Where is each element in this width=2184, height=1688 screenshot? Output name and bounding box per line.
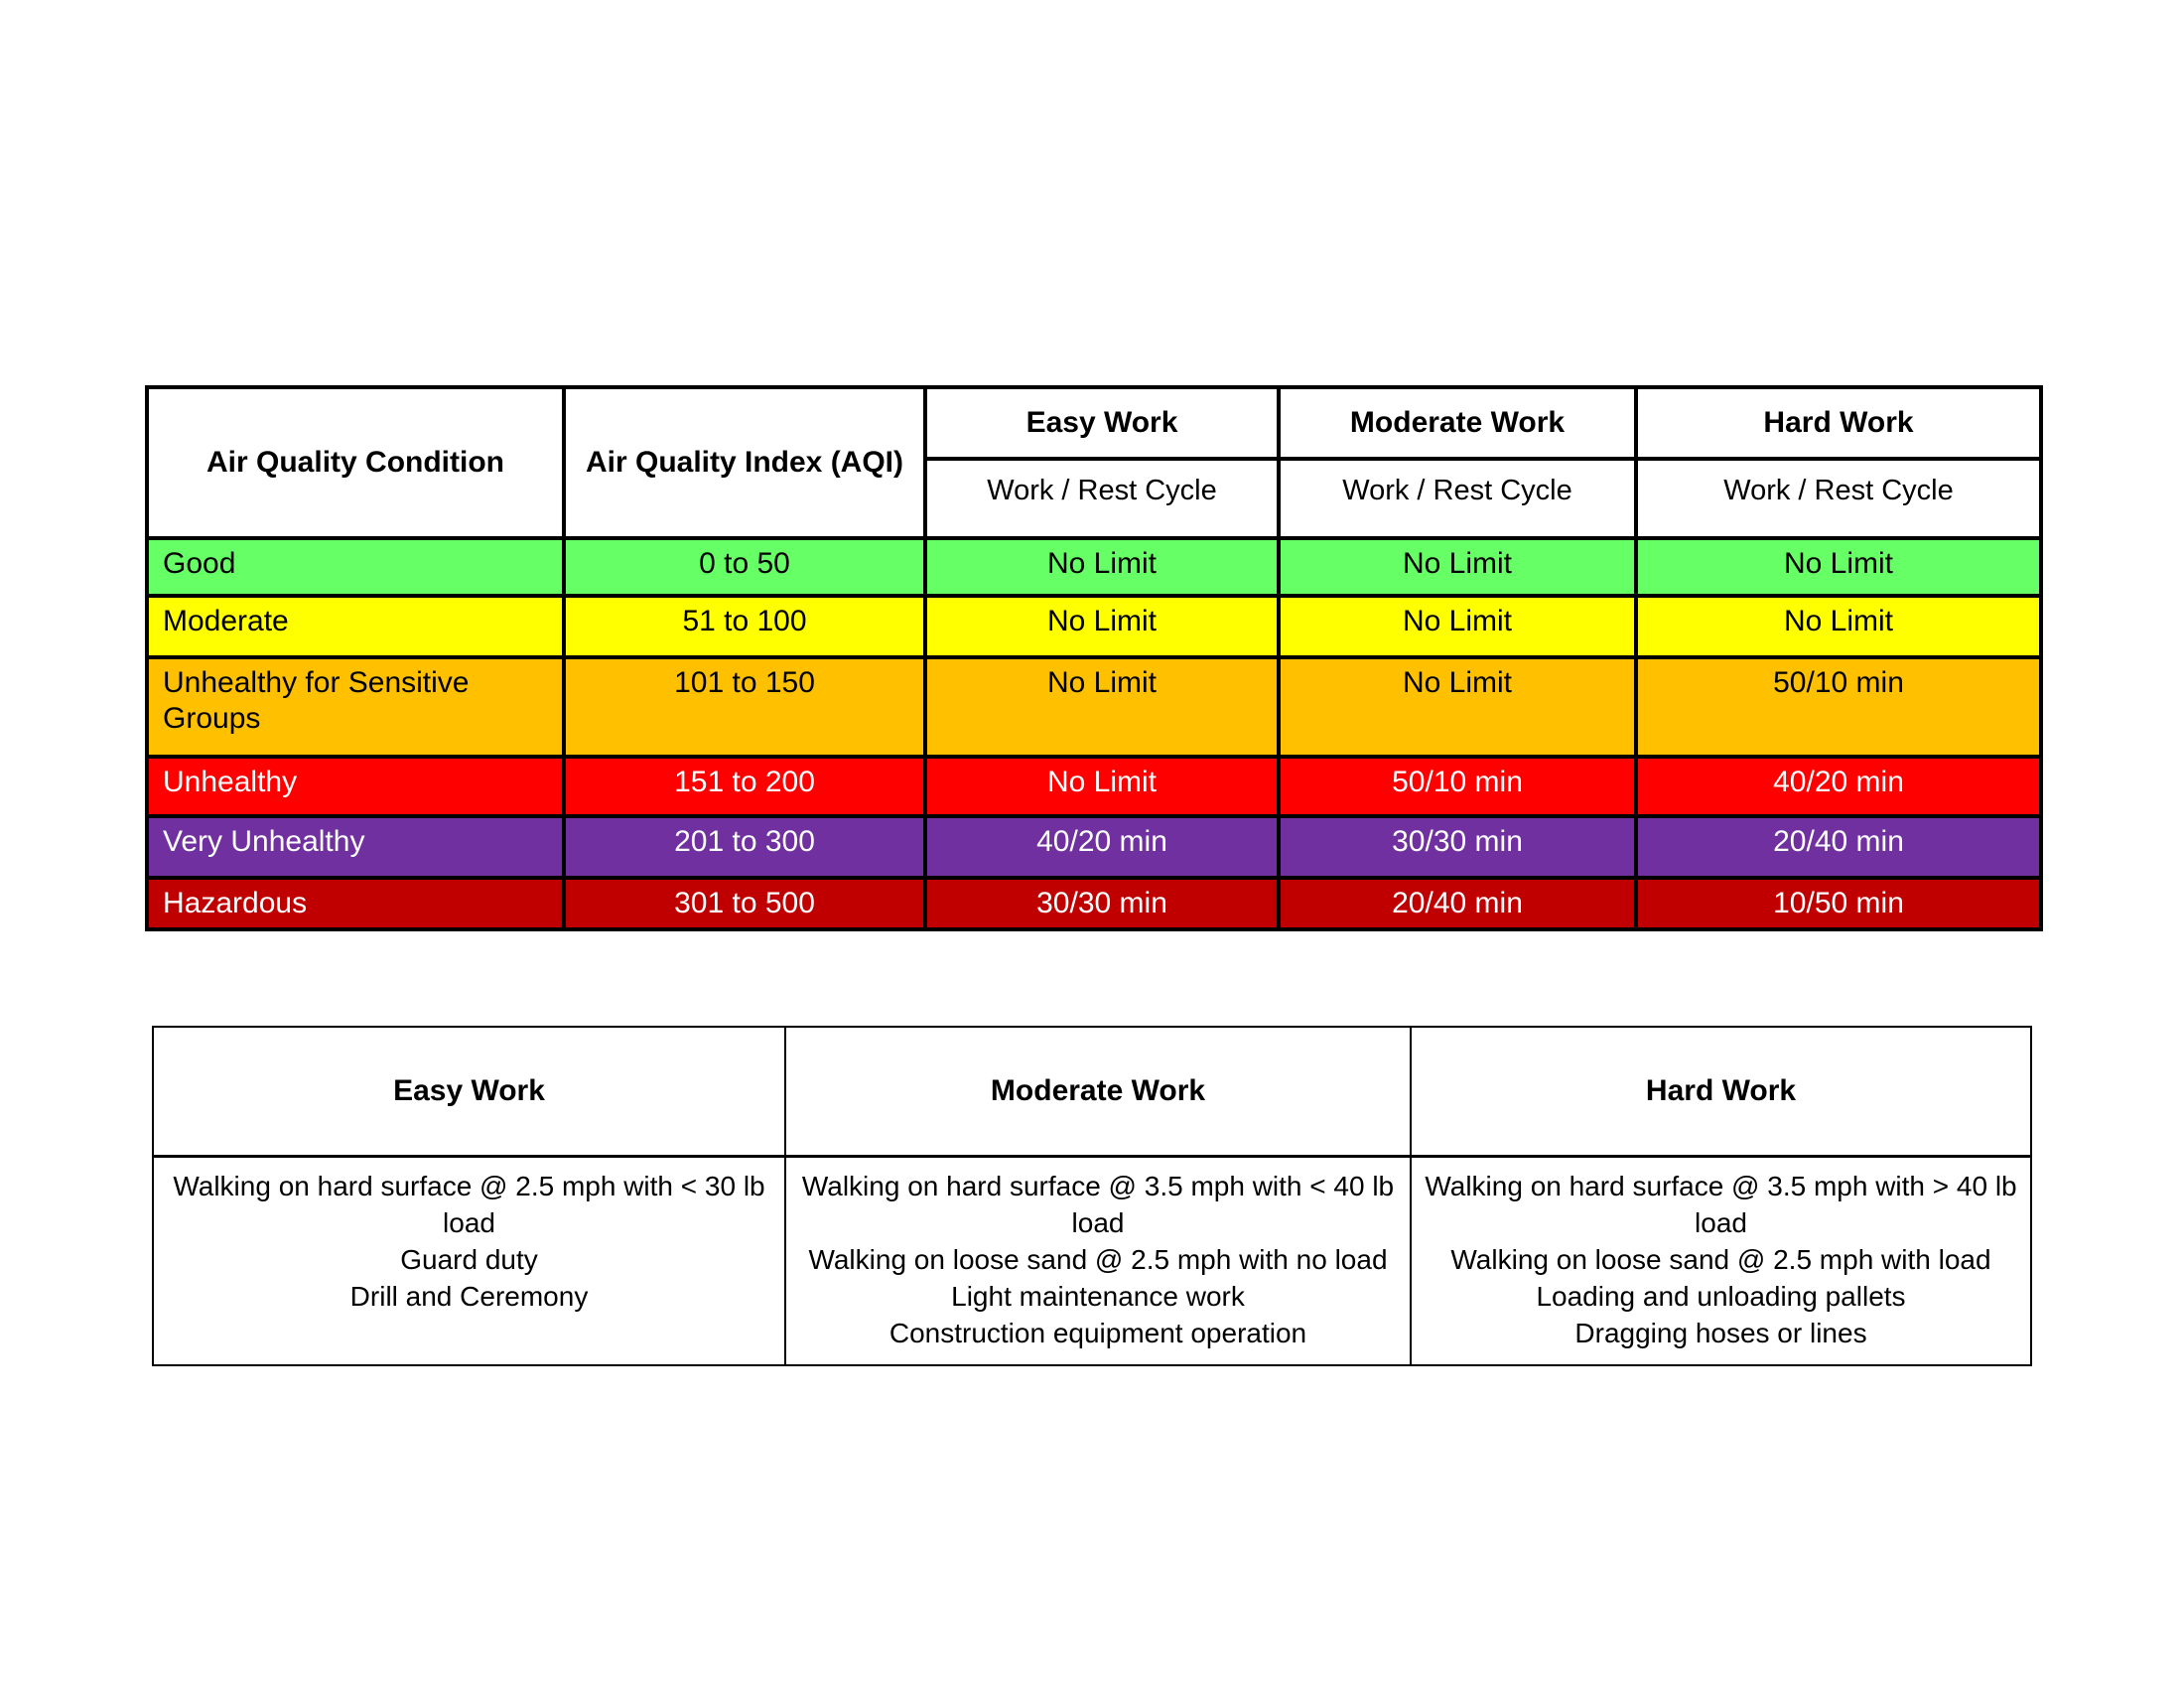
cell-easy-cycle: No Limit bbox=[925, 657, 1279, 757]
cell-moderate-cycle: No Limit bbox=[1279, 596, 1636, 657]
cell-hard-cycle: No Limit bbox=[1636, 538, 2041, 596]
cell-moderate-cycle: 50/10 min bbox=[1279, 757, 1636, 816]
cell-hard-cycle: 20/40 min bbox=[1636, 816, 2041, 878]
aqi-work-rest-table bbox=[145, 385, 2043, 931]
cell-easy-cycle: No Limit bbox=[925, 538, 1279, 596]
list-item: Walking on loose sand @ 2.5 mph with load bbox=[1450, 1243, 1991, 1275]
subheader-work-rest-cycle-easy: Work / Rest Cycle bbox=[925, 459, 1279, 538]
list-item: Drill and Ceremony bbox=[349, 1280, 589, 1312]
list-item: Walking on hard surface @ 3.5 mph with > 40 lb load bbox=[1425, 1170, 2017, 1238]
cell-aqi-range: 301 to 500 bbox=[564, 878, 925, 929]
work-examples-header-row bbox=[153, 1027, 2031, 1156]
table-row-very-unhealthy bbox=[147, 816, 2041, 878]
list-item: Construction equipment operation bbox=[888, 1317, 1307, 1348]
cell-condition: Moderate bbox=[147, 596, 564, 657]
cell-aqi-range: 201 to 300 bbox=[564, 816, 925, 878]
cell-hard-cycle: No Limit bbox=[1636, 596, 2041, 657]
table-row-unhealthy-sensitive bbox=[147, 657, 2041, 757]
cell-easy-work-examples bbox=[153, 1156, 785, 1365]
cell-easy-cycle: No Limit bbox=[925, 596, 1279, 657]
table-row-good bbox=[147, 538, 2041, 596]
subheader-work-rest-cycle-moderate: Work / Rest Cycle bbox=[1279, 459, 1636, 538]
aqi-table-header-row bbox=[147, 387, 2041, 459]
header-easy-work-examples: Easy Work bbox=[153, 1027, 785, 1156]
cell-moderate-cycle: No Limit bbox=[1279, 657, 1636, 757]
table-row-moderate bbox=[147, 596, 2041, 657]
list-item: Dragging hoses or lines bbox=[1574, 1317, 1867, 1348]
header-hard-work-examples: Hard Work bbox=[1411, 1027, 2031, 1156]
list-item: Walking on hard surface @ 2.5 mph with < 30 lb load bbox=[173, 1170, 765, 1238]
cell-aqi-range: 0 to 50 bbox=[564, 538, 925, 596]
cell-hard-cycle: 50/10 min bbox=[1636, 657, 2041, 757]
header-air-quality-index: Air Quality Index (AQI) bbox=[564, 387, 925, 538]
cell-aqi-range: 101 to 150 bbox=[564, 657, 925, 757]
header-air-quality-condition: Air Quality Condition bbox=[147, 387, 564, 538]
cell-aqi-range: 51 to 100 bbox=[564, 596, 925, 657]
list-item: Walking on hard surface @ 3.5 mph with < 40 lb load bbox=[801, 1170, 1395, 1238]
cell-aqi-range: 151 to 200 bbox=[564, 757, 925, 816]
cell-hard-cycle: 10/50 min bbox=[1636, 878, 2041, 929]
cell-hard-work-examples bbox=[1411, 1156, 2031, 1365]
cell-moderate-cycle: 20/40 min bbox=[1279, 878, 1636, 929]
list-item: Light maintenance work bbox=[951, 1280, 1245, 1312]
list-item: Walking on loose sand @ 2.5 mph with no load bbox=[808, 1243, 1388, 1275]
header-moderate-work-examples: Moderate Work bbox=[785, 1027, 1411, 1156]
cell-easy-cycle: 30/30 min bbox=[925, 878, 1279, 929]
header-hard-work: Hard Work bbox=[1636, 387, 2041, 459]
cell-hard-cycle: 40/20 min bbox=[1636, 757, 2041, 816]
cell-condition: Unhealthy for Sensitive Groups bbox=[147, 657, 564, 757]
header-easy-work: Easy Work bbox=[925, 387, 1279, 459]
cell-condition: Very Unhealthy bbox=[147, 816, 564, 878]
cell-condition: Unhealthy bbox=[147, 757, 564, 816]
cell-moderate-cycle: 30/30 min bbox=[1279, 816, 1636, 878]
table-row-unhealthy bbox=[147, 757, 2041, 816]
cell-moderate-cycle: No Limit bbox=[1279, 538, 1636, 596]
table-row-hazardous bbox=[147, 878, 2041, 929]
cell-easy-cycle: No Limit bbox=[925, 757, 1279, 816]
cell-condition: Good bbox=[147, 538, 564, 596]
work-examples-body-row bbox=[153, 1156, 2031, 1365]
cell-condition: Hazardous bbox=[147, 878, 564, 929]
list-item: Guard duty bbox=[400, 1243, 538, 1275]
cell-easy-cycle: 40/20 min bbox=[925, 816, 1279, 878]
list-item: Loading and unloading pallets bbox=[1536, 1280, 1906, 1312]
subheader-work-rest-cycle-hard: Work / Rest Cycle bbox=[1636, 459, 2041, 538]
work-examples-table bbox=[152, 1026, 2032, 1366]
cell-moderate-work-examples bbox=[785, 1156, 1411, 1365]
header-moderate-work: Moderate Work bbox=[1279, 387, 1636, 459]
